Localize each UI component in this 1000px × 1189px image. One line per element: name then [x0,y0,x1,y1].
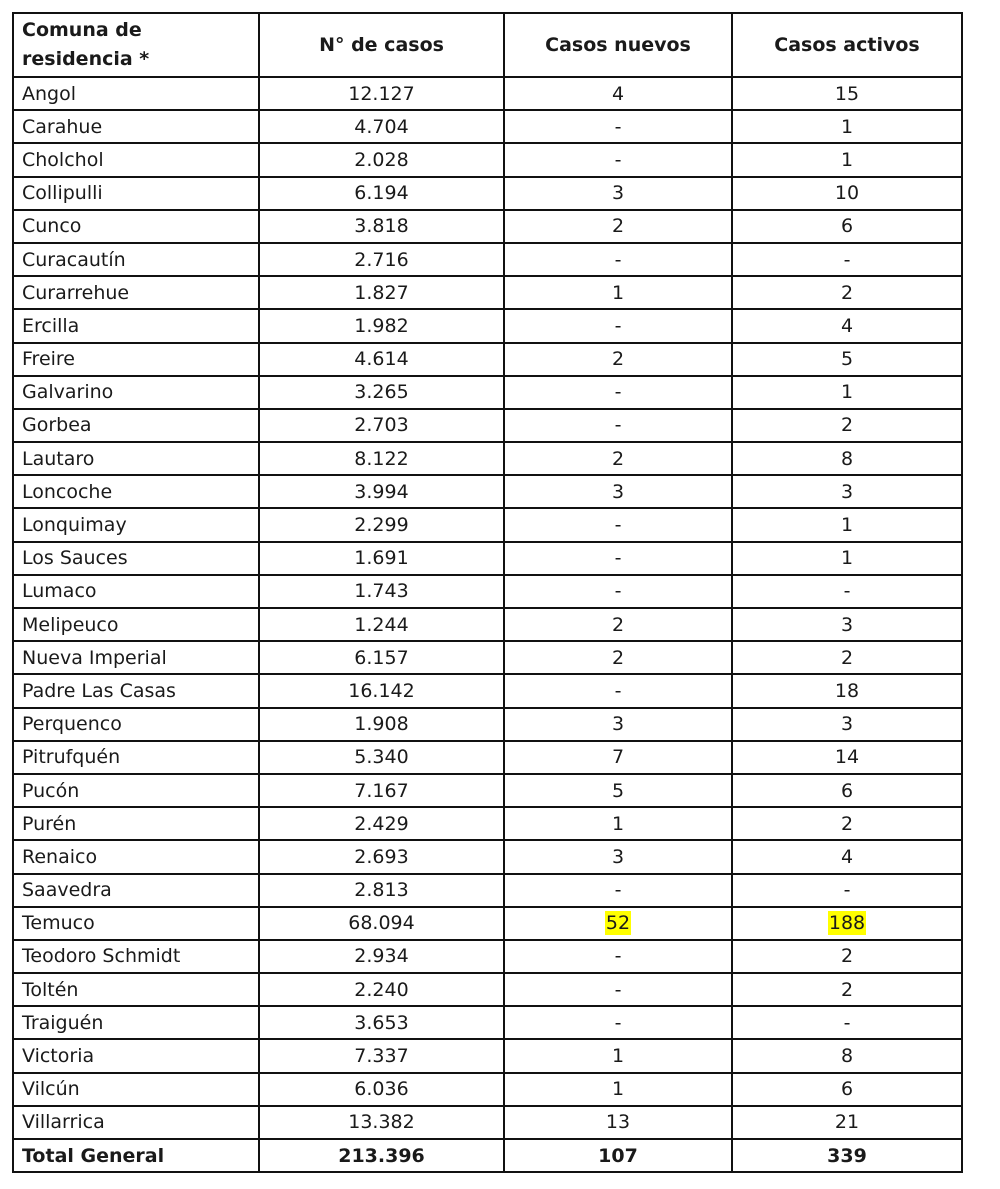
cell-activos: 6 [732,774,962,807]
cell-comuna: Collipulli [13,177,259,210]
table-row [13,276,962,309]
cell-comuna: Traiguén [13,1006,259,1039]
table-row [13,1073,962,1106]
table-row [13,940,962,973]
cell-activos: - [732,1006,962,1039]
table-body [13,77,962,1139]
cell-nuevos: 1 [504,1073,732,1106]
cell-activos: 2 [732,940,962,973]
cell-casos: 12.127 [259,77,504,110]
cell-casos: 3.265 [259,376,504,409]
cell-nuevos: 1 [504,1039,732,1072]
cell-activos: 1 [732,542,962,575]
cell-nuevos: - [504,143,732,176]
cell-nuevos: - [504,674,732,707]
cell-activos: 14 [732,741,962,774]
cell-activos: - [732,243,962,276]
cell-casos: 4.614 [259,343,504,376]
cell-nuevos: 2 [504,608,732,641]
total-activos: 339 [732,1139,962,1172]
table-row [13,243,962,276]
cell-comuna: Temuco [13,907,259,940]
table-header-row [13,13,962,77]
table-row [13,774,962,807]
cell-nuevos: 2 [504,210,732,243]
cell-casos: 2.934 [259,940,504,973]
cell-casos: 1.908 [259,708,504,741]
cell-activos: 4 [732,309,962,342]
cell-nuevos: 2 [504,641,732,674]
cell-nuevos: 2 [504,343,732,376]
cell-casos: 6.036 [259,1073,504,1106]
cell-comuna: Pitrufquén [13,741,259,774]
cell-activos: 1 [732,376,962,409]
cell-nuevos: - [504,874,732,907]
cell-activos: 5 [732,343,962,376]
table-row [13,343,962,376]
table-row [13,143,962,176]
cases-by-comuna-table [12,12,963,1173]
cell-nuevos: 7 [504,741,732,774]
table-row [13,409,962,442]
cell-nuevos: 3 [504,475,732,508]
cell-nuevos: - [504,110,732,143]
cell-casos: 2.429 [259,807,504,840]
cell-comuna: Vilcún [13,1073,259,1106]
cell-casos: 3.653 [259,1006,504,1039]
cell-activos: 2 [732,807,962,840]
cell-nuevos: 3 [504,177,732,210]
cell-casos: 2.716 [259,243,504,276]
cell-comuna: Ercilla [13,309,259,342]
table-row [13,442,962,475]
cell-comuna: Padre Las Casas [13,674,259,707]
table-row [13,674,962,707]
cell-activos: 3 [732,608,962,641]
cell-casos: 6.194 [259,177,504,210]
cell-casos: 7.167 [259,774,504,807]
cell-activos: 1 [732,508,962,541]
cell-comuna: Curacautín [13,243,259,276]
highlighted-value: 52 [605,912,631,935]
table-row [13,1039,962,1072]
table-row [13,641,962,674]
cell-nuevos: - [504,409,732,442]
cell-activos: 10 [732,177,962,210]
cell-activos: 3 [732,475,962,508]
cell-comuna: Purén [13,807,259,840]
cases-table-container [12,12,961,1173]
cell-comuna: Pucón [13,774,259,807]
total-label: Total General [13,1139,259,1172]
cell-activos: - [732,575,962,608]
cell-activos: 2 [732,973,962,1006]
table-total-row [13,1139,962,1172]
cell-comuna: Cholchol [13,143,259,176]
cell-activos: 8 [732,1039,962,1072]
cell-casos: 3.994 [259,475,504,508]
cell-casos: 7.337 [259,1039,504,1072]
cell-comuna: Nueva Imperial [13,641,259,674]
cell-nuevos: - [504,1006,732,1039]
cell-casos: 1.982 [259,309,504,342]
cell-casos: 1.827 [259,276,504,309]
cell-activos: 3 [732,708,962,741]
cell-activos: 18 [732,674,962,707]
cell-activos: 6 [732,1073,962,1106]
highlighted-value: 188 [828,912,866,935]
cell-activos: 21 [732,1106,962,1139]
cell-activos: - [732,874,962,907]
cell-activos: 1 [732,143,962,176]
cell-activos: 15 [732,77,962,110]
table-row [13,542,962,575]
table-row [13,1106,962,1139]
cell-nuevos: - [504,376,732,409]
cell-casos: 1.691 [259,542,504,575]
table-row [13,177,962,210]
cell-nuevos: 13 [504,1106,732,1139]
cell-comuna: Melipeuco [13,608,259,641]
cell-nuevos: 1 [504,276,732,309]
table-row [13,840,962,873]
cell-casos: 13.382 [259,1106,504,1139]
header-nuevos: Casos nuevos [504,13,732,77]
cell-nuevos: - [504,243,732,276]
cell-comuna: Lumaco [13,575,259,608]
cell-casos: 8.122 [259,442,504,475]
cell-comuna: Gorbea [13,409,259,442]
table-row [13,575,962,608]
cell-comuna: Teodoro Schmidt [13,940,259,973]
cell-comuna: Toltén [13,973,259,1006]
table-row [13,210,962,243]
header-comuna: Comuna de residencia * [13,13,259,77]
cell-comuna: Victoria [13,1039,259,1072]
total-casos: 213.396 [259,1139,504,1172]
cell-activos: 8 [732,442,962,475]
cell-comuna: Saavedra [13,874,259,907]
cell-casos: 1.743 [259,575,504,608]
header-activos: Casos activos [732,13,962,77]
table-row [13,741,962,774]
cell-comuna: Curarrehue [13,276,259,309]
table-row [13,608,962,641]
cell-casos: 68.094 [259,907,504,940]
cell-nuevos: 3 [504,840,732,873]
cell-comuna: Angol [13,77,259,110]
table-row [13,376,962,409]
cell-casos: 4.704 [259,110,504,143]
cell-casos: 3.818 [259,210,504,243]
table-row [13,110,962,143]
cell-casos: 2.299 [259,508,504,541]
total-nuevos: 107 [504,1139,732,1172]
cell-activos: 6 [732,210,962,243]
cell-casos: 16.142 [259,674,504,707]
cell-activos: 1 [732,110,962,143]
cell-casos: 2.813 [259,874,504,907]
cell-activos: 2 [732,641,962,674]
table-row [13,907,962,940]
cell-casos: 1.244 [259,608,504,641]
cell-nuevos: - [504,542,732,575]
table-row [13,807,962,840]
cell-casos: 2.693 [259,840,504,873]
table-row [13,973,962,1006]
cell-comuna: Cunco [13,210,259,243]
cell-nuevos: 1 [504,807,732,840]
cell-casos: 2.240 [259,973,504,1006]
cell-activos: 2 [732,276,962,309]
cell-comuna: Renaico [13,840,259,873]
cell-nuevos: - [504,508,732,541]
cell-comuna: Lonquimay [13,508,259,541]
cell-comuna: Loncoche [13,475,259,508]
table-row [13,309,962,342]
cell-comuna: Lautaro [13,442,259,475]
cell-activos [732,907,962,940]
table-row [13,874,962,907]
cell-comuna: Perquenco [13,708,259,741]
cell-comuna: Galvarino [13,376,259,409]
cell-nuevos: 3 [504,708,732,741]
cell-nuevos [504,907,732,940]
header-casos: N° de casos [259,13,504,77]
cell-nuevos: - [504,309,732,342]
cell-comuna: Villarrica [13,1106,259,1139]
table-row [13,508,962,541]
cell-casos: 2.703 [259,409,504,442]
cell-nuevos: 2 [504,442,732,475]
cell-nuevos: - [504,940,732,973]
cell-casos: 5.340 [259,741,504,774]
cell-casos: 6.157 [259,641,504,674]
cell-comuna: Los Sauces [13,542,259,575]
cell-casos: 2.028 [259,143,504,176]
cell-comuna: Carahue [13,110,259,143]
table-row [13,1006,962,1039]
cell-nuevos: 4 [504,77,732,110]
table-row [13,475,962,508]
table-row [13,708,962,741]
cell-nuevos: 5 [504,774,732,807]
cell-activos: 4 [732,840,962,873]
table-row [13,77,962,110]
cell-activos: 2 [732,409,962,442]
cell-nuevos: - [504,973,732,1006]
cell-comuna: Freire [13,343,259,376]
cell-nuevos: - [504,575,732,608]
